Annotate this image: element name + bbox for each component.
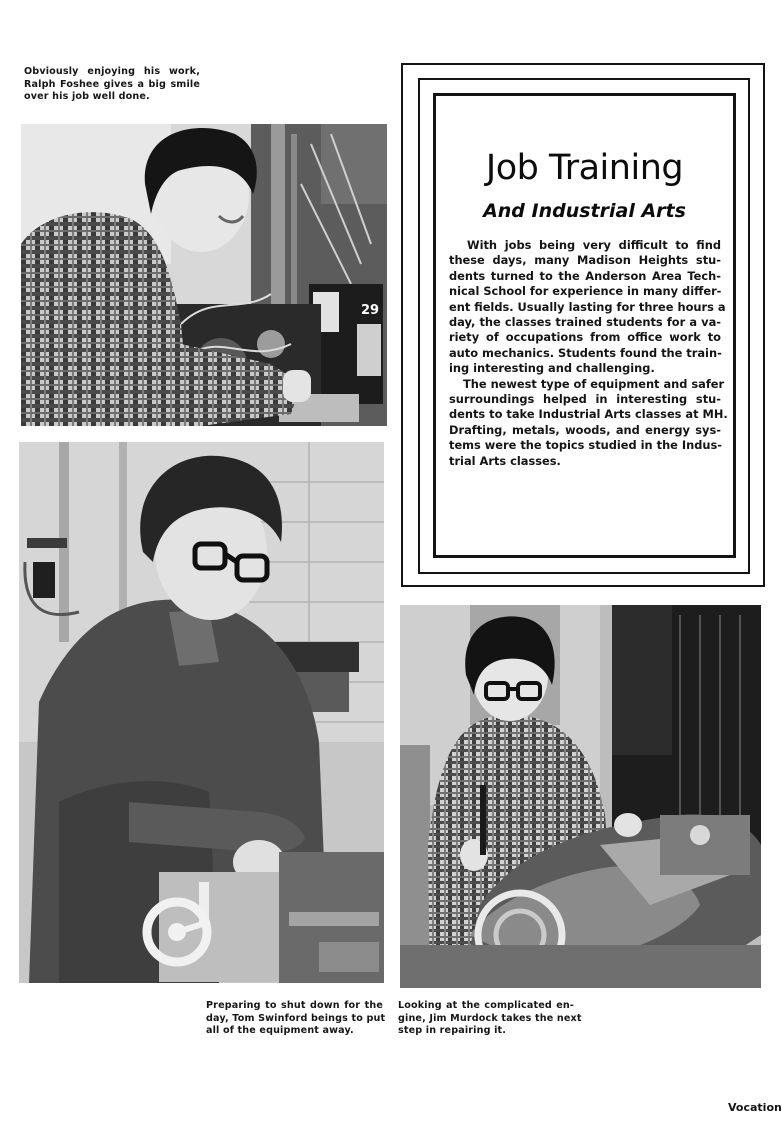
caption-line: Looking at the complicated en- xyxy=(398,1000,574,1011)
body-line: The newest type of equipment and safer xyxy=(463,376,725,391)
body-line: ing interesting and challenging. xyxy=(449,361,655,376)
caption-ralph-foshee xyxy=(24,66,200,104)
caption-line: day, Tom Swinford beings to put xyxy=(206,1012,386,1024)
article-body xyxy=(449,238,728,469)
body-line: trial Arts classes. xyxy=(449,453,561,468)
caption-line: step in repairing it. xyxy=(398,1025,507,1037)
body-line: auto mechanics. Students found the train- xyxy=(449,345,722,360)
caption-tom-swinford xyxy=(206,1000,386,1038)
photo-jim-murdock-engine xyxy=(400,605,761,988)
caption-line: Preparing to shut down for the xyxy=(206,1000,383,1011)
body-line: surroundings helped in interesting stu- xyxy=(449,392,721,407)
caption-line: Obviously enjoying his work, xyxy=(24,66,200,77)
article-subtitle: And Industrial Arts xyxy=(483,200,686,222)
body-line: Drafting, metals, woods, and energy sys- xyxy=(449,422,721,437)
body-line: riety of occupations from office work to xyxy=(449,330,721,345)
caption-line: all of the equipment away. xyxy=(206,1025,354,1037)
caption-jim-murdock xyxy=(398,1000,582,1038)
article-title: Job Training xyxy=(485,148,684,188)
body-line: tems were the topics studied in the Indus- xyxy=(449,438,722,453)
body-line: nical School for experience in many differ- xyxy=(449,284,722,299)
box-number-label: 29 xyxy=(361,303,380,318)
body-line: dents to take Industrial Arts classes at MH. xyxy=(449,407,728,422)
caption-line: gine, Jim Murdock takes the next xyxy=(398,1012,582,1024)
body-line: dents turned to the Anderson Area Tech- xyxy=(449,268,721,283)
caption-line: Ralph Foshee gives a big smile xyxy=(24,78,200,90)
photo-tom-swinford-lathe xyxy=(19,442,384,983)
body-line: day, the classes trained students for a va- xyxy=(449,315,721,330)
body-line: With jobs being very difficult to find xyxy=(467,238,721,252)
body-line: ent fields. Usually lasting for three hours a xyxy=(449,299,726,314)
section-folio: Vocation xyxy=(728,1101,782,1114)
caption-line: over his job well done. xyxy=(24,91,150,103)
body-line: these days, many Madison Heights stu- xyxy=(449,253,721,268)
photo-ralph-foshee-electronics xyxy=(21,124,387,426)
